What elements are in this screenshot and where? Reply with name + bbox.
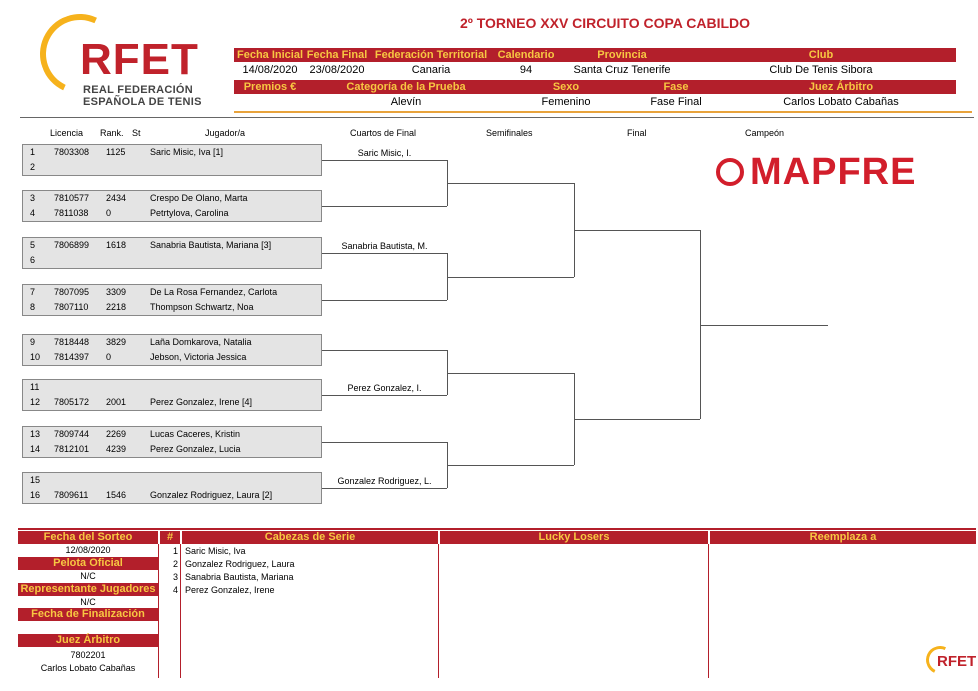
player-licencia: 7803308	[54, 147, 90, 157]
header-categoria: Categoría de la Prueba	[346, 81, 466, 93]
col-semis: Semifinales	[486, 128, 533, 138]
logo-subtitle-2: ESPAÑOLA DE TENIS	[83, 96, 202, 108]
player-rank: 3829	[106, 337, 127, 347]
header-federacion: Federación Territorial	[374, 49, 488, 61]
bottom-top-rule	[18, 528, 976, 530]
qf-winner: Gonzalez Rodriguez, L.	[337, 476, 432, 486]
header-fecha-final: Fecha Final	[306, 49, 368, 61]
player-rank: 1546	[106, 490, 127, 500]
value-fecha-final: 23/08/2020	[309, 64, 365, 76]
pelota-value: N/C	[80, 571, 96, 581]
draw-position: 7	[30, 287, 36, 297]
player-licencia: 7805172	[54, 397, 90, 407]
qf-winner: Saric Misic, I.	[357, 148, 412, 158]
player-name: Thompson Schwartz, Noa	[150, 302, 254, 312]
player-rank: 0	[106, 352, 112, 362]
value-calendario: 94	[519, 64, 533, 76]
col-campeon: Campeón	[745, 128, 785, 138]
qf-line	[322, 395, 447, 396]
draw-position: 10	[30, 352, 41, 362]
juez-licencia: 7802201	[70, 650, 106, 660]
player-name: Perez Gonzalez, Lucia	[150, 444, 241, 454]
player-licencia: 7811038	[54, 208, 89, 218]
divider-1	[158, 544, 159, 678]
seed-number: 1	[172, 546, 178, 556]
sf-line	[447, 373, 574, 374]
player-rank: 1618	[106, 240, 127, 250]
draw-position: 13	[30, 429, 41, 439]
sf-line	[447, 465, 574, 466]
qf-winner: Sanabria Bautista, M.	[341, 241, 428, 251]
draw-position: 12	[30, 397, 41, 407]
representante-label: Representante Jugadores	[18, 583, 158, 596]
divider-2	[180, 544, 181, 678]
header-provincia: Provincia	[597, 49, 647, 61]
champion-line	[700, 325, 828, 326]
juez-label: Juez Árbitro	[18, 634, 158, 647]
final-line	[574, 230, 700, 231]
value-fase: Fase Final	[650, 96, 702, 108]
seed-number: 4	[172, 585, 178, 595]
draw-position: 5	[30, 240, 36, 250]
cabezas-label: Cabezas de Serie	[182, 531, 438, 544]
representante-value: N/C	[80, 597, 96, 607]
value-sexo: Femenino	[541, 96, 591, 108]
value-federacion: Canaria	[411, 64, 451, 76]
col-rank: Rank.	[100, 128, 124, 138]
player-licencia: 7809611	[54, 490, 89, 500]
draw-position: 14	[30, 444, 41, 454]
player-licencia: 7814397	[54, 352, 90, 362]
draw-position: 4	[30, 208, 36, 218]
player-name: Gonzalez Rodriguez, Laura [2]	[150, 490, 273, 500]
player-name: Lucas Caceres, Kristin	[150, 429, 241, 439]
header-club: Club	[808, 49, 834, 61]
player-rank: 0	[106, 208, 112, 218]
col-st: St	[132, 128, 141, 138]
divider-4	[708, 544, 709, 678]
player-name: De La Rosa Fernandez, Carlota	[150, 287, 278, 297]
reemplaza-label: Reemplaza a	[710, 531, 976, 544]
player-rank: 3309	[106, 287, 127, 297]
player-name: Laña Domkarova, Natalia	[150, 337, 252, 347]
value-provincia: Santa Cruz Tenerife	[573, 64, 671, 76]
col-jugador: Jugador/a	[205, 128, 246, 138]
qf-line	[322, 488, 447, 489]
final-line	[574, 419, 700, 420]
mapfre-emblem-icon	[716, 158, 744, 186]
player-rank: 2269	[106, 429, 127, 439]
fecha-sorteo-label: Fecha del Sorteo	[18, 531, 158, 544]
value-club: Club De Tenis Sibora	[769, 64, 873, 76]
seed-number: 3	[172, 572, 178, 582]
header-juez: Juez Árbitro	[808, 81, 874, 93]
footer-logo: RFET	[937, 653, 977, 670]
player-name: Sanabria Bautista, Mariana [3]	[150, 240, 272, 250]
player-name: Petrtylova, Carolina	[150, 208, 229, 218]
player-rank: 2434	[106, 193, 127, 203]
player-name: Jebson, Victoria Jessica	[150, 352, 247, 362]
player-licencia: 7809744	[54, 429, 90, 439]
draw-position: 6	[30, 255, 36, 265]
col-cuartos: Cuartos de Final	[350, 128, 417, 138]
player-name: Saric Misic, Iva [1]	[150, 147, 224, 157]
qf-winner: Perez Gonzalez, I.	[347, 383, 422, 393]
sf-line	[447, 183, 574, 184]
player-rank: 1125	[106, 147, 126, 157]
player-licencia: 7818448	[54, 337, 90, 347]
qf-line	[322, 442, 447, 443]
seed-name: Perez Gonzalez, Irene	[185, 585, 275, 595]
fecha-sorteo-value: 12/08/2020	[65, 545, 111, 555]
draw-position: 11	[30, 382, 40, 392]
qf-line	[322, 206, 447, 207]
player-rank: 4239	[106, 444, 127, 454]
sf-line	[447, 277, 574, 278]
qf-line	[322, 253, 447, 254]
draw-position: 2	[30, 162, 36, 172]
draw-position: 3	[30, 193, 36, 203]
draw-position: 16	[30, 490, 41, 500]
player-licencia: 7812101	[54, 444, 90, 454]
qf-line	[322, 350, 447, 351]
pelota-label: Pelota Oficial	[18, 557, 158, 570]
draw-position: 9	[30, 337, 36, 347]
sponsor-logo: MAPFRE	[750, 151, 917, 193]
lucky-losers-label: Lucky Losers	[440, 531, 708, 544]
header-sexo: Sexo	[552, 81, 580, 93]
player-rank: 2218	[106, 302, 127, 312]
player-licencia: 7807095	[54, 287, 90, 297]
qf-line	[322, 300, 447, 301]
player-rank: 2001	[106, 397, 127, 407]
value-fecha-inicial: 14/08/2020	[242, 64, 298, 76]
value-categoria: Alevín	[390, 96, 422, 108]
player-name: Crespo De Olano, Marta	[150, 193, 248, 203]
seed-name: Saric Misic, Iva	[185, 546, 246, 556]
qf-line	[322, 160, 447, 161]
col-final: Final	[627, 128, 647, 138]
divider-3	[438, 544, 439, 678]
header-fecha-inicial: Fecha Inicial	[236, 49, 304, 61]
tournament-title: 2º TORNEO XXV CIRCUITO COPA CABILDO	[459, 15, 751, 31]
draw-position: 1	[30, 147, 36, 157]
player-licencia: 7807110	[54, 302, 89, 312]
rfet-logo: RFET	[80, 35, 199, 84]
seed-name: Sanabria Bautista, Mariana	[185, 572, 294, 582]
player-licencia: 7810577	[54, 193, 90, 203]
player-name: Perez Gonzalez, Irene [4]	[150, 397, 253, 407]
logo-subtitle-1: REAL FEDERACIÓN	[83, 84, 194, 96]
value-juez: Carlos Lobato Cabañas	[783, 96, 899, 108]
draw-position: 15	[30, 475, 41, 485]
player-licencia: 7806899	[54, 240, 90, 250]
header-fase: Fase	[663, 81, 689, 93]
seed-name: Gonzalez Rodriguez, Laura	[185, 559, 295, 569]
juez-name: Carlos Lobato Cabañas	[40, 663, 136, 673]
col-licencia: Licencia	[50, 128, 84, 138]
seed-hash-label: #	[160, 531, 180, 544]
seed-number: 2	[172, 559, 178, 569]
draw-position: 8	[30, 302, 36, 312]
finalizacion-label: Fecha de Finalización	[18, 608, 158, 621]
header-premios: Premios €	[243, 81, 297, 93]
header-calendario: Calendario	[497, 49, 555, 61]
